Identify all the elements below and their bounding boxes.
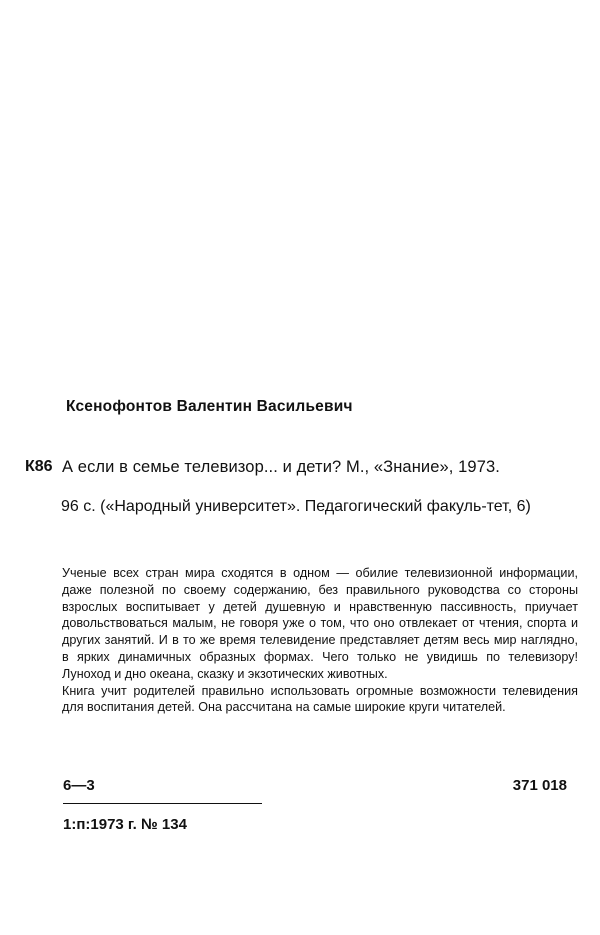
abstract-paragraph: Книга учит родителей правильно использовать огромные возможности телевидения для воспитания детей. Она рассчитана на самые широкие круги читателей. xyxy=(62,683,578,715)
abstract xyxy=(62,565,578,716)
author-name: Ксенофонтов Валентин Васильевич xyxy=(66,398,353,415)
book-title-line: А если в семье телевизор... и дети? М., «Знание», 1973. xyxy=(62,458,500,476)
classification-code: 6—3 xyxy=(63,777,95,794)
abstract-paragraph: Ученые всех стран мира сходятся в одном — обилие телевизионной информации, даже полезной по своему содержанию, без правильного руководства со стороны взрослых воспитывает у детей душевную и нравственную пассивность, приучает довольствоваться малым, не говоря уже о том, что оно отвлекает от чтения, спорта и других занятий. И в то же время телевидение представляет детям весь мир наглядно, в ярких динамичных образных формах. Чего только не увидишь по телевизору! Луноход и дно океана, сказку и экзотических животных. xyxy=(62,566,578,681)
print-info: 1:п:1973 г. № 134 xyxy=(63,816,187,833)
divider-rule xyxy=(63,803,262,804)
index-code: 371 018 xyxy=(512,777,567,794)
book-description: 96 с. («Народный университет». Педагогический факуль-тет, 6) xyxy=(61,498,531,515)
catalog-code: К86 xyxy=(25,458,53,475)
